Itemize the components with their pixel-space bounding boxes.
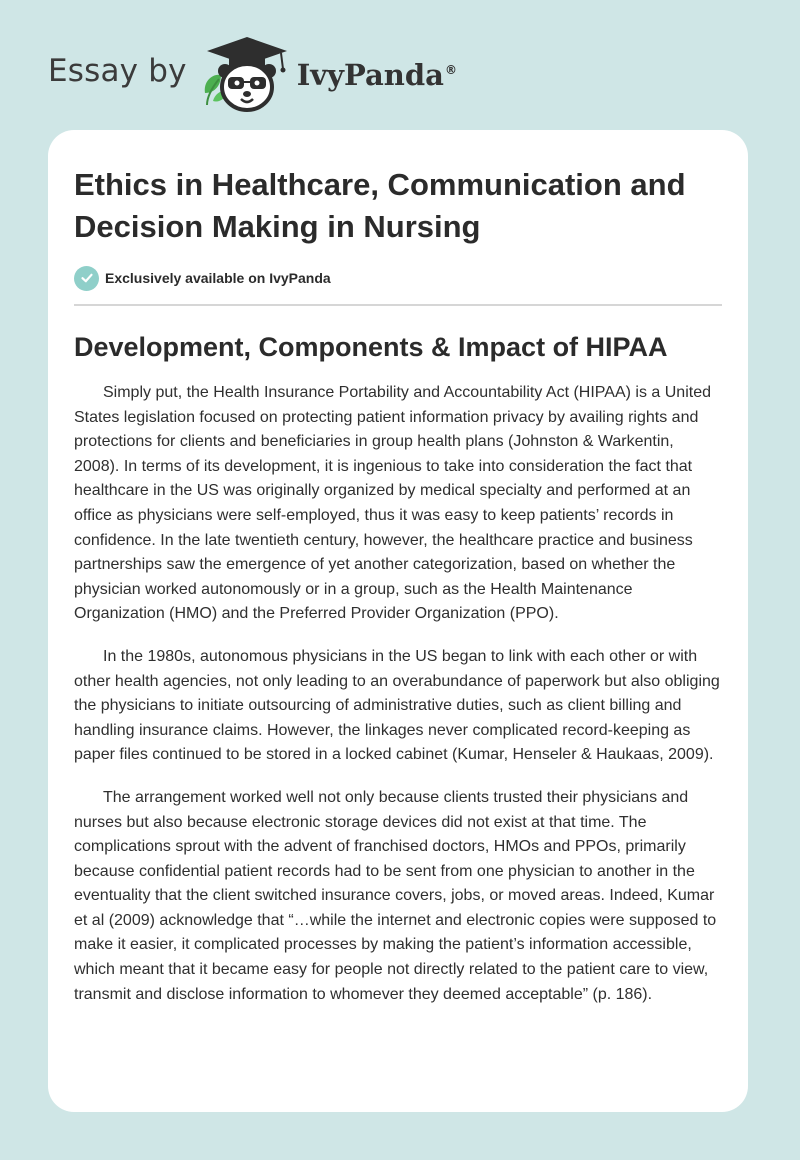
registered-mark: ® (444, 63, 457, 78)
brand-name-text: IvyPanda (296, 58, 444, 92)
brand-header (48, 34, 457, 114)
exclusive-label: Exclusively available on IvyPanda (105, 270, 331, 286)
paragraph-1: Simply put, the Health Insurance Portability and Accountability Act (HIPAA) is a United States legislation focused on protecting patient information privacy by availing rights and protections for clients and beneficiaries in group health plans (Johnston & Warkentin, 2008). In terms of its development, it is ingenious to take into consideration the fact that healthcare in the US was originally organized by medical specialty and performed at an office as physicians were self-employed, thus it was easy to keep patients’ records in confidence. In the late twentieth century, however, the healthcare practice and business partnerships saw the emergence of yet another categorization, based on whether the physician worked autonomously or in a group, such as the Health Maintenance Organization (HMO) and the Preferred Provider Organization (PPO). (74, 384, 711, 623)
divider (74, 304, 722, 306)
essay-card (48, 130, 748, 1112)
brand-prefix: Essay by (48, 53, 187, 89)
page-title: Ethics in Healthcare, Communication and Decision Making in Nursing (74, 167, 686, 244)
brand-name (297, 58, 457, 92)
paragraph-3: The arrangement worked well not only because clients trusted their physicians and nurses but also because electronic storage devices did not exist at that time. The complications sprout with the advent of franchised doctors, HMOs and PPOs, primarily because confidential patient records had to be sent from one physician to another in the eventuality that the client switched insurance covers, jobs, or moved areas. Indeed, Kumar et al (2009) acknowledge that “…while the internet and electronic copies were supposed to make it easier, it complicated processes by making the patient’s information accessible, which meant that it became easy for people not directly related to the patient care to view, transmit and disclose information to whomever they deemed acceptable” (p. 186). (74, 788, 717, 1003)
panda-logo-icon (201, 35, 293, 113)
exclusive-badge (74, 265, 722, 291)
paragraph-2: In the 1980s, autonomous physicians in the US began to link with each other or with other health agencies, not only leading to an overabundance of paperwork but also obliging the physicians to initiate outsourcing of administrative duties, such as client billing and handling insurance claims. However, the linkages never complicated record-keeping as paper files continued to be stored in a locked cabinet (Kumar, Henseler & Haukaas, 2009). (74, 647, 720, 764)
section-heading: Development, Components & Impact of HIPAA (74, 332, 668, 362)
check-icon (74, 266, 99, 291)
